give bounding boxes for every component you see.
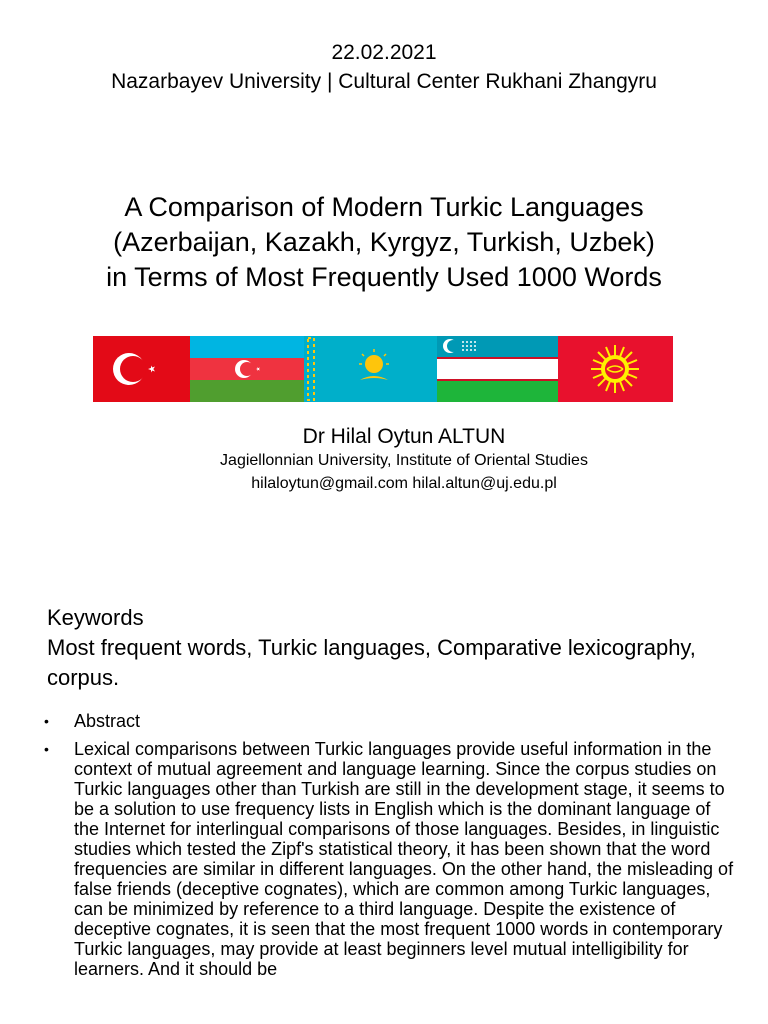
author-name: Dr Hilal Oytun ALTUN <box>302 425 506 448</box>
keywords-heading: Keywords <box>47 605 144 630</box>
list-item-text: Abstract <box>74 711 141 731</box>
venue: Nazarbayev University | Cultural Center Rukhani Zhangyru <box>111 70 657 93</box>
document-title <box>0 190 768 295</box>
keywords-text: Most frequent words, Turkic languages, Comparative lexicography, corpus. <box>47 635 696 690</box>
bullet-icon: • <box>44 741 49 757</box>
author-affiliation: Jagiellonnian University, Institute of Oriental Studies <box>220 452 588 469</box>
title-line-3: in Terms of Most Frequently Used 1000 Words <box>106 262 662 292</box>
azerbaijan-flag-icon <box>190 336 304 402</box>
list-item <box>44 711 734 731</box>
list-item <box>44 739 734 979</box>
date: 22.02.2021 <box>331 41 437 64</box>
abstract-list <box>44 711 734 987</box>
flags-row <box>93 336 673 402</box>
bullet-icon: • <box>44 713 49 729</box>
kazakhstan-flag-icon <box>304 336 437 402</box>
title-line-2: (Azerbaijan, Kazakh, Kyrgyz, Turkish, Uzbek) <box>113 227 655 257</box>
author-emails: hilaloytun@gmail.com hilal.altun@uj.edu.pl <box>251 475 557 492</box>
kyrgyzstan-flag-icon <box>558 336 673 402</box>
uzbekistan-flag-icon <box>437 336 558 402</box>
title-line-1: A Comparison of Modern Turkic Languages <box>124 192 644 222</box>
list-item-text: Lexical comparisons between Turkic languages provide useful information in the context of mutual agreement and language learning. Since the corpus studies on Turkic languages other than Turkish are still in the development stage, it seems to be a solution to use frequency lists in English which is the dominant language of the Internet for interlingual comparisons of those languages. Besides, in linguistic studies which tested the Zipf's statistical theory, it has been shown that the word frequencies are similar in different languages. On the other hand, the misleading of false friends (deceptive cognates), which are common among Turkic languages, can be minimized by reference to a third language. Despite the existence of deceptive cognates, it is seen that the most frequent 1000 words in contemporary Turkic languages, may provide at least beginners level mutual intelligibility for learners. And it should be <box>74 739 734 979</box>
turkey-flag-icon <box>93 336 190 402</box>
